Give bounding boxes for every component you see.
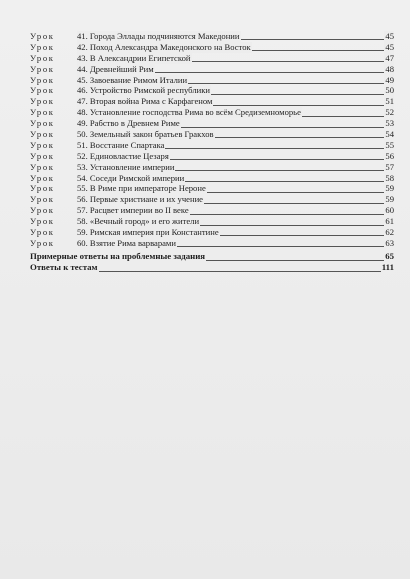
lesson-title: 42. Поход Александра Македонского на Восток xyxy=(77,41,251,52)
lesson-label: Урок xyxy=(30,52,55,63)
toc-lesson-entry xyxy=(30,53,394,64)
toc-lesson-entry xyxy=(30,162,394,173)
lesson-title: 60. Взятие Рима варварами xyxy=(77,237,176,248)
page-number: 63 xyxy=(385,237,394,248)
toc-lesson-entry xyxy=(30,205,394,216)
lesson-title: 48. Установление господства Рима во всём Средиземноморье xyxy=(77,107,301,118)
page-number: 56 xyxy=(385,150,394,161)
toc-lesson-entry xyxy=(30,96,394,107)
toc-lesson-entry xyxy=(30,227,394,238)
lesson-title: 54. Соседи Римской империи xyxy=(77,172,185,183)
page-number: 45 xyxy=(385,41,394,52)
lesson-title: 46. Устройство Римской республики xyxy=(77,85,210,96)
page-number: 45 xyxy=(385,31,394,41)
lesson-label: Урок xyxy=(30,96,55,107)
toc-lesson-entry xyxy=(30,75,394,86)
page-number: 62 xyxy=(385,227,394,238)
lesson-title: 47. Вторая война Рима с Карфагеном xyxy=(77,96,213,107)
lesson-label: Урок xyxy=(30,150,55,161)
toc-lesson-entry xyxy=(30,129,394,140)
page-number: 65 xyxy=(385,250,394,261)
page-number: 51 xyxy=(385,96,394,107)
lesson-label: Урок xyxy=(30,63,55,74)
lesson-title: 57. Расцвет империи во II веке xyxy=(77,205,189,216)
lesson-label: Урок xyxy=(30,194,55,205)
lesson-label: Урок xyxy=(30,237,55,248)
toc-lesson-entry xyxy=(30,140,394,151)
lesson-title: 45. Завоевание Римом Италии xyxy=(77,74,188,85)
lesson-label: Урок xyxy=(30,107,55,118)
page-number: 55 xyxy=(385,139,394,150)
lesson-title: 41. Города Эллады подчиняются Македонии xyxy=(77,31,240,41)
toc-lesson-entry xyxy=(30,42,394,53)
lesson-label: Урок xyxy=(30,85,55,96)
table-of-contents xyxy=(30,31,394,273)
page-number: 50 xyxy=(385,85,394,96)
toc-lesson-entry xyxy=(30,151,394,162)
lesson-label: Урок xyxy=(30,161,55,172)
page-number: 59 xyxy=(385,194,394,205)
page-number: 61 xyxy=(385,216,394,227)
toc-lesson-entry xyxy=(30,194,394,205)
lesson-label: Урок xyxy=(30,74,55,85)
page-number: 59 xyxy=(385,183,394,194)
lesson-label: Урок xyxy=(30,183,55,194)
lesson-label: Урок xyxy=(30,31,55,41)
section-list xyxy=(30,251,394,273)
toc-lesson-entry xyxy=(30,173,394,184)
page-number: 111 xyxy=(381,262,394,272)
lesson-label: Урок xyxy=(30,172,55,183)
lesson-label: Урок xyxy=(30,118,55,129)
section-title: Ответы к тестам xyxy=(30,262,98,272)
toc-lesson-entry xyxy=(30,107,394,118)
lesson-label: Урок xyxy=(30,227,55,238)
toc-lesson-entry xyxy=(30,118,394,129)
lesson-label: Урок xyxy=(30,41,55,52)
lesson-label: Урок xyxy=(30,129,55,140)
lesson-title: 44. Древнейший Рим xyxy=(77,63,154,74)
lesson-title: 43. В Александрии Египетской xyxy=(77,52,191,63)
toc-lesson-entry xyxy=(30,216,394,227)
lesson-title: 56. Первые христиане и их учение xyxy=(77,194,203,205)
lesson-list xyxy=(30,31,394,249)
lesson-title: 52. Единовластие Цезаря xyxy=(77,150,169,161)
lesson-title: 51. Восстание Спартака xyxy=(77,139,165,150)
toc-section-entry xyxy=(30,251,394,262)
page-number: 47 xyxy=(385,52,394,63)
section-title: Примерные ответы на проблемные задания xyxy=(30,250,206,261)
page-number: 49 xyxy=(385,74,394,85)
lesson-title: 53. Установление империи xyxy=(77,161,175,172)
lesson-label: Урок xyxy=(30,205,55,216)
lesson-title: 55. В Риме при императоре Нероне xyxy=(77,183,206,194)
page-number: 53 xyxy=(385,118,394,129)
toc-lesson-entry xyxy=(30,31,394,42)
lesson-title: 59. Римская империя при Константине xyxy=(77,227,219,238)
page-number: 60 xyxy=(385,205,394,216)
page-number: 52 xyxy=(385,107,394,118)
toc-lesson-entry xyxy=(30,64,394,75)
toc-section-entry xyxy=(30,262,394,273)
toc-lesson-entry xyxy=(30,183,394,194)
toc-lesson-entry xyxy=(30,85,394,96)
lesson-label: Урок xyxy=(30,139,55,150)
lesson-label: Урок xyxy=(30,216,55,227)
page-number: 48 xyxy=(385,63,394,74)
lesson-title: 49. Рабство в Древнем Риме xyxy=(77,118,180,129)
toc-lesson-entry xyxy=(30,238,394,249)
page-number: 57 xyxy=(385,161,394,172)
lesson-title: 58. «Вечный город» и его жители xyxy=(77,216,200,227)
lesson-title: 50. Земельный закон братьев Гракхов xyxy=(77,129,214,140)
page-number: 54 xyxy=(385,129,394,140)
page-number: 58 xyxy=(385,172,394,183)
